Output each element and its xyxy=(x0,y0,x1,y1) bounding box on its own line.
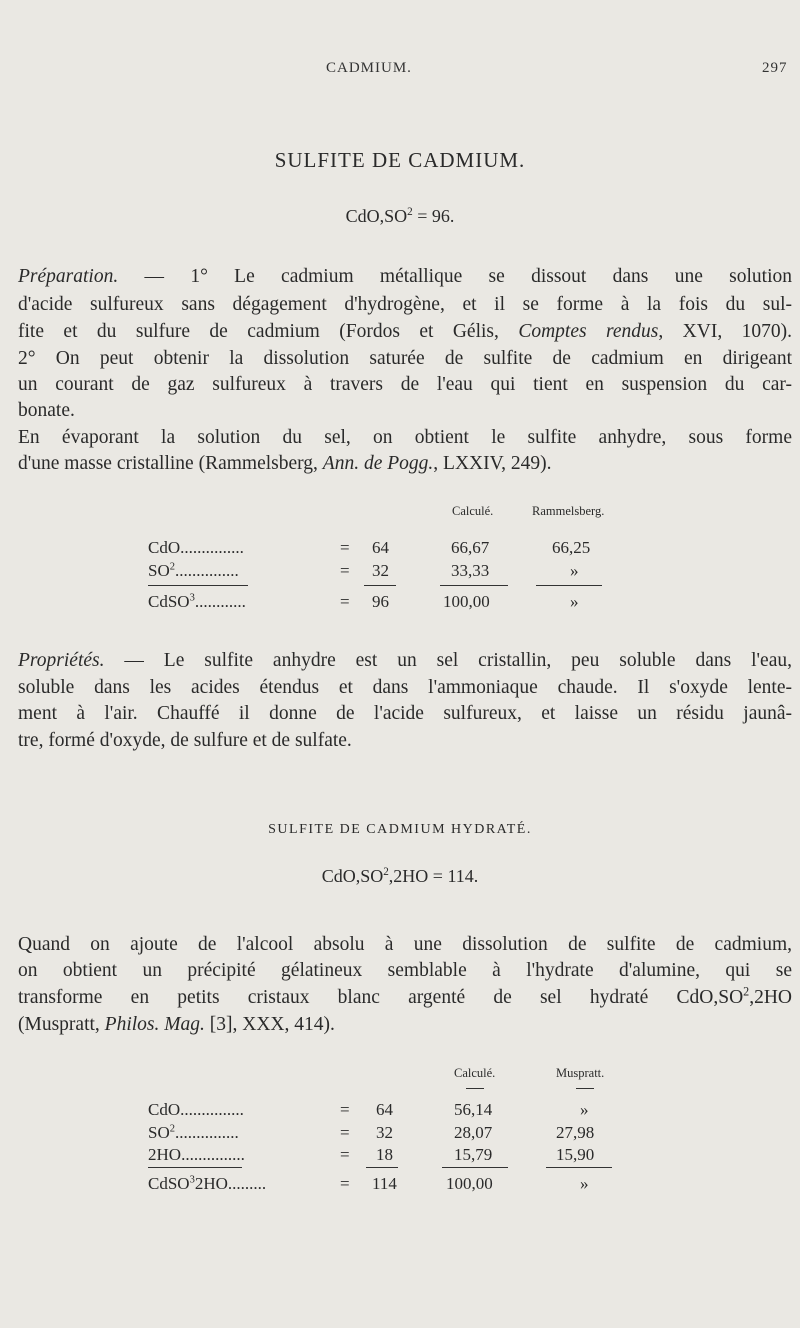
table-found: 15,90 xyxy=(556,1145,595,1164)
table-value: 114 xyxy=(372,1174,397,1193)
paragraph-line: d'acide sulfureux sans dégagement d'hydrogène, et il se forme à la fois du sul- xyxy=(18,294,792,315)
table-rule xyxy=(536,585,602,586)
table-value: 96 xyxy=(372,592,389,611)
table-row-label: CdSO$^3$............ xyxy=(148,592,246,611)
table-rule xyxy=(440,585,508,586)
table-row-label: 2HO............... xyxy=(148,1145,245,1164)
table-found: » xyxy=(570,592,579,611)
table-eq: = xyxy=(340,1123,350,1142)
table-row-label: CdSO$^3$2HO......... xyxy=(148,1174,267,1193)
table-header-calc: Calculé. xyxy=(454,1066,496,1080)
table-calc: 100,00 xyxy=(443,592,490,611)
paragraph-line: Préparation. — 1° Le cadmium métallique se dissout dans une solution xyxy=(18,266,792,287)
running-header-title: CADMIUM. xyxy=(326,60,412,76)
table-eq: = xyxy=(340,561,350,580)
paragraph-line: un courant de gaz sulfureux à travers de l'eau qui tient en suspension du car- xyxy=(18,374,792,395)
table-rule xyxy=(148,585,248,586)
table-rule xyxy=(442,1167,508,1168)
paragraph-line: soluble dans les acides étendus et dans l'ammoniaque chaude. Il s'oxyde lente- xyxy=(18,677,792,698)
table-eq: = xyxy=(340,592,350,611)
table-calc: 15,79 xyxy=(454,1145,493,1164)
table-found: » xyxy=(570,561,579,580)
table-row-label: CdO............... xyxy=(148,538,244,557)
table-eq: = xyxy=(340,1174,350,1193)
table-found: 27,98 xyxy=(556,1123,595,1142)
paragraph-line: d'une masse cristalline (Rammelsberg, Ann. de Pogg., LXXIV, 249). xyxy=(18,453,552,474)
table-value: 32 xyxy=(376,1123,393,1142)
paragraph-line: Propriétés. — Le sulfite anhydre est un sel cristallin, peu soluble dans l'eau, xyxy=(18,650,792,671)
table-calc: 66,67 xyxy=(451,538,490,557)
table-calc: 100,00 xyxy=(446,1174,493,1193)
table-row-label: CdO............... xyxy=(148,1100,244,1119)
table-rule xyxy=(546,1167,612,1168)
table-header-found: Muspratt. xyxy=(556,1066,605,1080)
table-value: 64 xyxy=(372,538,389,557)
paragraph-line: En évaporant la solution du sel, on obtient le sulfite anhydre, sous forme xyxy=(18,427,792,448)
page-number: 297 xyxy=(762,60,788,76)
table-row-label: $SO^2$............... xyxy=(148,561,239,580)
paragraph-line: tre, formé d'oxyde, de sulfure et de sulfate. xyxy=(18,730,352,751)
paragraph-line: (Muspratt, Philos. Mag. [3], XXX, 414). xyxy=(18,1014,335,1035)
section-formula: $CdO,SO^2,2HO = 114$. xyxy=(321,866,479,886)
table-value: 32 xyxy=(372,561,389,580)
section-title: SULFITE DE CADMIUM. xyxy=(274,148,526,172)
table-header-found: Rammelsberg. xyxy=(532,504,605,518)
section-title: SULFITE DE CADMIUM HYDRATÉ. xyxy=(268,822,532,837)
paragraph-line: Quand on ajoute de l'alcool absolu à une dissolution de sulfite de cadmium, xyxy=(18,934,792,955)
table-calc: 56,14 xyxy=(454,1100,493,1119)
paragraph-line: bonate. xyxy=(18,400,75,421)
table-eq: = xyxy=(340,1145,350,1164)
table-eq: = xyxy=(340,1100,350,1119)
table-value: 18 xyxy=(376,1145,393,1164)
paragraph-line: fite et du sulfure de cadmium (Fordos et Gélis, Comptes rendus, XVI, 1070). xyxy=(18,321,792,342)
table-row-label: $SO^2$............... xyxy=(148,1123,239,1142)
table-calc: 28,07 xyxy=(454,1123,493,1142)
table-rule xyxy=(148,1167,242,1168)
paragraph-line: transforme en petits cristaux blanc argenté de sel hydraté $CdO,SO^2,2HO$ xyxy=(18,984,792,1008)
table-rule xyxy=(366,1167,398,1168)
paragraph-line: on obtient un précipité gélatineux semblable à l'hydrate d'alumine, qui se xyxy=(18,960,792,981)
table-header-calc: Calculé. xyxy=(452,504,494,518)
paragraph-line: ment à l'air. Chauffé il donne de l'acide sulfureux, et laisse un résidu jaunâ- xyxy=(18,703,792,724)
table-calc: 33,33 xyxy=(451,561,490,580)
section-formula: $CdO,SO^2 = 96$. xyxy=(345,206,455,226)
table-eq: = xyxy=(340,538,350,557)
table-value: 64 xyxy=(376,1100,393,1119)
table-found: » xyxy=(580,1100,589,1119)
header-dash xyxy=(576,1088,594,1089)
table-rule xyxy=(364,585,396,586)
header-dash xyxy=(466,1088,484,1089)
table-found: » xyxy=(580,1174,589,1193)
paragraph-line: 2° On peut obtenir la dissolution saturée de sulfite de cadmium en dirigeant xyxy=(18,348,792,369)
table-found: 66,25 xyxy=(552,538,591,557)
